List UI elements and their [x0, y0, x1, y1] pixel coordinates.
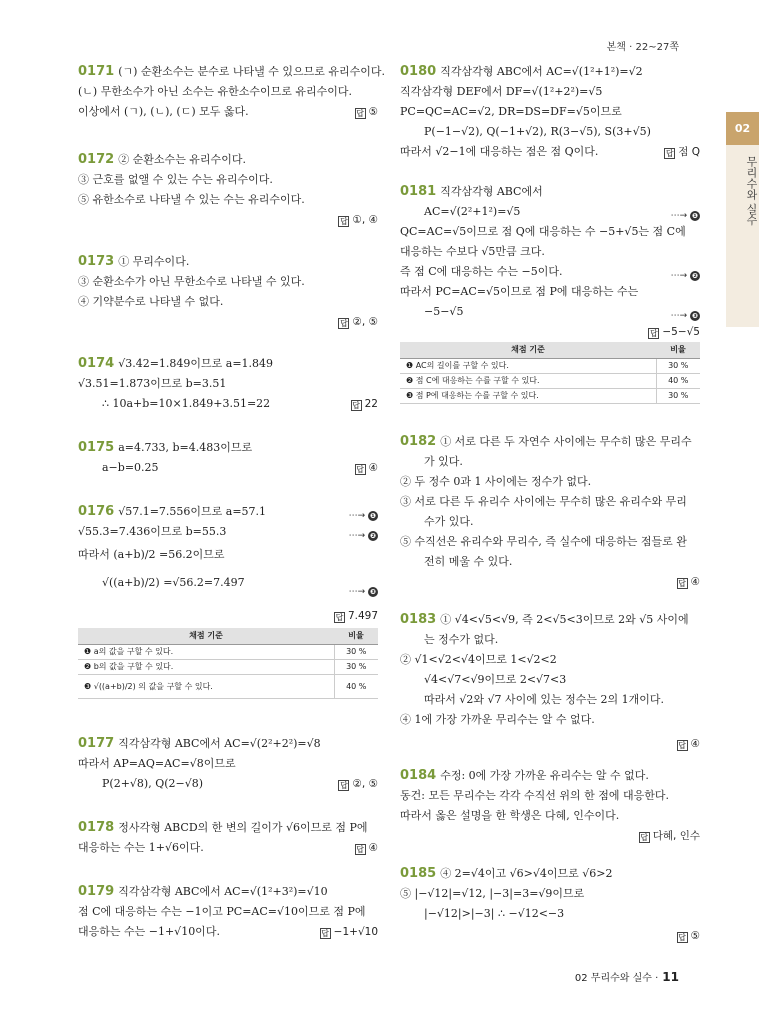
answer: 답 22 — [352, 398, 378, 410]
solution-line: ⑤ 유한소수로 나타낼 수 있는 수는 유리수이다. — [78, 193, 305, 206]
solution-line: ③ 근호를 없앨 수 있는 수는 유리수이다. — [78, 173, 273, 186]
page-footer — [575, 969, 679, 984]
solution-line: 가 있다. — [424, 455, 463, 468]
solution-line: a−b=0.25 — [102, 461, 159, 474]
solution-line: 동건: 모든 무리수는 각각 수직선 위의 한 점에 대응한다. — [400, 789, 669, 802]
solution-line: QC=AC=√5이므로 점 Q에 대응하는 수 −5+√5는 점 C에 — [400, 225, 686, 238]
solution-line: ② √1<√2<√4이므로 1<√2<2 — [400, 653, 557, 666]
problem-0174 — [78, 354, 378, 414]
problem-number: 0171 — [78, 64, 115, 79]
problem-0171 — [78, 62, 386, 122]
answer-icon: 답 — [356, 845, 364, 854]
problem-number: 0175 — [78, 440, 115, 455]
solution-line: ① 서로 다른 두 자연수 사이에는 무수히 많은 무리수 — [440, 435, 692, 448]
problem-0182 — [400, 432, 700, 588]
problem-0184 — [400, 766, 700, 842]
solution-line: 대응하는 수보다 √5만큼 크다. — [400, 245, 545, 258]
answer-icon: 답 — [335, 613, 344, 622]
chapter-number: 02 — [726, 112, 759, 145]
solution-line: ③ 순환소수가 아닌 무한소수로 나타낼 수 있다. — [78, 275, 305, 288]
answer-icon: 답 — [678, 579, 686, 588]
answer-icon: 답 — [352, 401, 360, 410]
problem-number: 0172 — [78, 152, 115, 167]
solution-line: 직각삼각형 ABC에서 AC=√(2²+2²)=√8 — [118, 737, 321, 750]
solution-line: PC=QC=AC=√2, DR=DS=DF=√5이므로 — [400, 105, 622, 118]
solution-line: ⑤ 수직선은 유리수와 무리수, 즉 실수에 대응하는 점들로 완 — [400, 535, 687, 548]
page-number: 11 — [662, 970, 679, 984]
solution-line: √3.42=1.849이므로 a=1.849 — [118, 357, 274, 370]
table-header: 채점 기준 — [78, 628, 334, 644]
solution-line: (ㄱ) 순환소수는 분수로 나타낼 수 있으므로 유리수이다. — [118, 65, 386, 78]
solution-line: ① 무리수이다. — [118, 255, 190, 268]
solution-line: 직각삼각형 DEF에서 DF=√(1²+2²)=√5 — [400, 85, 603, 98]
answer: 답 ①, ④ — [340, 214, 378, 226]
answer: 답 ④ — [678, 738, 700, 750]
solution-line: 직각삼각형 ABC에서 AC=√(1²+3²)=√10 — [118, 885, 328, 898]
solution-line: 대응하는 수는 1+√6이다. — [78, 841, 204, 854]
answer: 답 ④ — [356, 842, 378, 854]
answer-icon: 답 — [640, 833, 649, 842]
table-header: 비율 — [656, 342, 700, 358]
solution-line: √57.1=7.556이므로 a=57.1 — [118, 505, 267, 518]
problem-number: 0184 — [400, 768, 437, 783]
problem-0177 — [78, 734, 378, 794]
problem-number: 0181 — [400, 184, 437, 199]
problem-0179 — [78, 882, 378, 942]
problem-number: 0182 — [400, 434, 437, 449]
answer: 답 −1+√10 — [321, 926, 378, 938]
answer-icon: 답 — [649, 329, 658, 338]
solution-line: P(−1−√2), Q(−1+√2), R(3−√5), S(3+√5) — [424, 125, 651, 138]
solution-line: ④ 2=√4이고 √6>√4이므로 √6>2 — [440, 867, 613, 880]
problem-number: 0177 — [78, 736, 115, 751]
solution-line: P(2+√8), Q(2−√8) — [102, 777, 204, 790]
solution-line: ⑤ |−√12|=√12, |−3|=3=√9이므로 — [400, 887, 585, 900]
solution-line: 전히 메울 수 있다. — [424, 555, 513, 568]
problem-number: 0183 — [400, 612, 437, 627]
problem-number: 0179 — [78, 884, 115, 899]
grading-table-1 — [78, 628, 378, 699]
chapter-title: 무리수와 실수 — [745, 156, 758, 226]
problem-number: 0173 — [78, 254, 115, 269]
solution-line: ③ 서로 다른 두 유리수 사이에는 무수히 많은 유리수와 무리 — [400, 495, 687, 508]
problem-0176 — [78, 502, 378, 622]
solution-line: ④ 기약분수로 나타낼 수 없다. — [78, 295, 224, 308]
table-row: ❷ b의 값을 구할 수 있다. 30 % — [78, 659, 378, 674]
solution-line: 따라서 PC=AC=√5이므로 점 P에 대응하는 수는 — [400, 285, 639, 298]
answer: 답 ②, ⑤ — [340, 778, 378, 790]
table-row: ❶ AC의 길이를 구할 수 있다. 30 % — [400, 358, 700, 373]
answer-icon: 답 — [678, 933, 686, 942]
solution-line: −5−√5 — [424, 305, 464, 318]
page-reference: 본책 · 22~27쪽 — [606, 42, 679, 53]
answer-icon: 답 — [665, 149, 674, 158]
solution-line: ② 두 정수 0과 1 사이에는 정수가 없다. — [400, 475, 592, 488]
solution-line: 수가 있다. — [424, 515, 474, 528]
solution-line: √55.3=7.436이므로 b=55.3 — [78, 525, 227, 538]
solution-line: √3.51=1.873이므로 b=3.51 — [78, 377, 227, 390]
answer-icon: 답 — [340, 217, 348, 226]
step-marker: ⋯→ ❸ — [671, 306, 700, 326]
solution-line: ② 순환소수는 유리수이다. — [118, 153, 246, 166]
solution-line: 따라서 √2와 √7 사이에 있는 정수는 2의 1개이다. — [424, 693, 664, 706]
step-marker: ⋯→ ❷ — [671, 266, 700, 286]
problem-0183 — [400, 610, 700, 750]
step-marker: ⋯→ ❷ — [349, 526, 378, 546]
solution-line: 정사각형 ABCD의 한 변의 길이가 √6이므로 점 P에 — [118, 821, 368, 834]
problem-0173 — [78, 252, 378, 328]
solution-line: |−√12|>|−3| ∴ −√12<−3 — [424, 907, 565, 920]
step-marker: ⋯→ ❸ — [349, 582, 378, 602]
table-row: ❸ √((a+b)/2) 의 값을 구할 수 있다. 40 % — [78, 674, 378, 698]
solution-line: 따라서 √2−1에 대응하는 점은 점 Q이다. — [400, 145, 599, 158]
problem-number: 0178 — [78, 820, 115, 835]
answer: 답 ②, ⑤ — [340, 316, 378, 328]
answer: 답 ⑤ — [678, 930, 700, 942]
problem-0185 — [400, 864, 700, 942]
answer: 답 ④ — [356, 462, 378, 474]
solution-line: 직각삼각형 ABC에서 AC=√(1²+1²)=√2 — [440, 65, 643, 78]
answer-icon: 답 — [321, 929, 330, 938]
solution-line: 즉 점 C에 대응하는 수는 −5이다. — [400, 265, 563, 278]
answer: 답 다혜, 인수 — [640, 830, 700, 842]
solution-line: 직각삼각형 ABC에서 — [440, 185, 543, 198]
problem-0178 — [78, 818, 378, 858]
problem-number: 0180 — [400, 64, 437, 79]
solution-line: √4<√7<√9이므로 2<√7<3 — [424, 673, 567, 686]
table-row: ❶ a의 값을 구할 수 있다. 30 % — [78, 644, 378, 659]
solution-line: 대응하는 수는 −1+√10이다. — [78, 925, 220, 938]
answer: 답 점 Q — [665, 146, 700, 158]
problem-0181 — [400, 182, 700, 338]
footer-chapter: 02 무리수와 실수 · — [574, 973, 659, 984]
solution-line: 이상에서 (ㄱ), (ㄴ), (ㄷ) 모두 옳다. — [78, 105, 249, 118]
solution-line: 는 정수가 없다. — [424, 633, 499, 646]
solution-line: AC=√(2²+1²)=√5 — [424, 205, 521, 218]
solution-line: 점 C에 대응하는 수는 −1이고 PC=AC=√10이므로 점 P에 — [78, 905, 366, 918]
solution-line: 따라서 옳은 설명을 한 학생은 다혜, 인수이다. — [400, 809, 620, 822]
problem-0180 — [400, 62, 700, 162]
solution-line: 수정: 0에 가장 가까운 유리수는 알 수 없다. — [440, 769, 649, 782]
table-row: ❷ 점 C에 대응하는 수를 구할 수 있다. 40 % — [400, 373, 700, 388]
solution-line: ∴ 10a+b=10×1.849+3.51=22 — [102, 397, 271, 410]
problem-0172 — [78, 150, 378, 226]
step-marker: ⋯→ ❶ — [671, 206, 700, 226]
solution-line: (ㄴ) 무한소수가 아닌 소수는 유한소수이므로 유리수이다. — [78, 85, 352, 98]
problem-number: 0185 — [400, 866, 437, 881]
problem-0175 — [78, 438, 378, 478]
grading-table-2 — [400, 342, 700, 404]
solution-line: 따라서 (a+b)/2 =56.2이므로 — [78, 548, 225, 561]
answer: 답 7.497 — [335, 610, 378, 622]
solution-line: √((a+b)/2) =√56.2=7.497 — [102, 576, 245, 589]
table-header: 채점 기준 — [400, 342, 656, 358]
problem-number: 0174 — [78, 356, 115, 371]
solution-line: ① √4<√5<√9, 즉 2<√5<3이므로 2와 √5 사이에 — [440, 613, 689, 626]
step-marker: ⋯→ ❶ — [349, 506, 378, 526]
table-row: ❸ 점 P에 대응하는 수를 구할 수 있다. 30 % — [400, 388, 700, 403]
answer: 답 ④ — [678, 576, 700, 588]
solution-line: a=4.733, b=4.483이므로 — [118, 441, 253, 454]
answer-icon: 답 — [678, 741, 686, 750]
answer-icon: 답 — [340, 319, 348, 328]
answer: 답 −5−√5 — [649, 326, 700, 338]
solution-line: 따라서 AP=AQ=AC=√8이므로 — [78, 757, 236, 770]
answer: 답 ⑤ — [356, 106, 378, 118]
problem-number: 0176 — [78, 504, 115, 519]
answer-icon: 답 — [356, 109, 364, 118]
answer-icon: 답 — [340, 781, 348, 790]
answer-icon: 답 — [356, 465, 364, 474]
table-header: 비율 — [334, 628, 378, 644]
solution-line: ④ 1에 가장 가까운 무리수는 알 수 없다. — [400, 713, 595, 726]
